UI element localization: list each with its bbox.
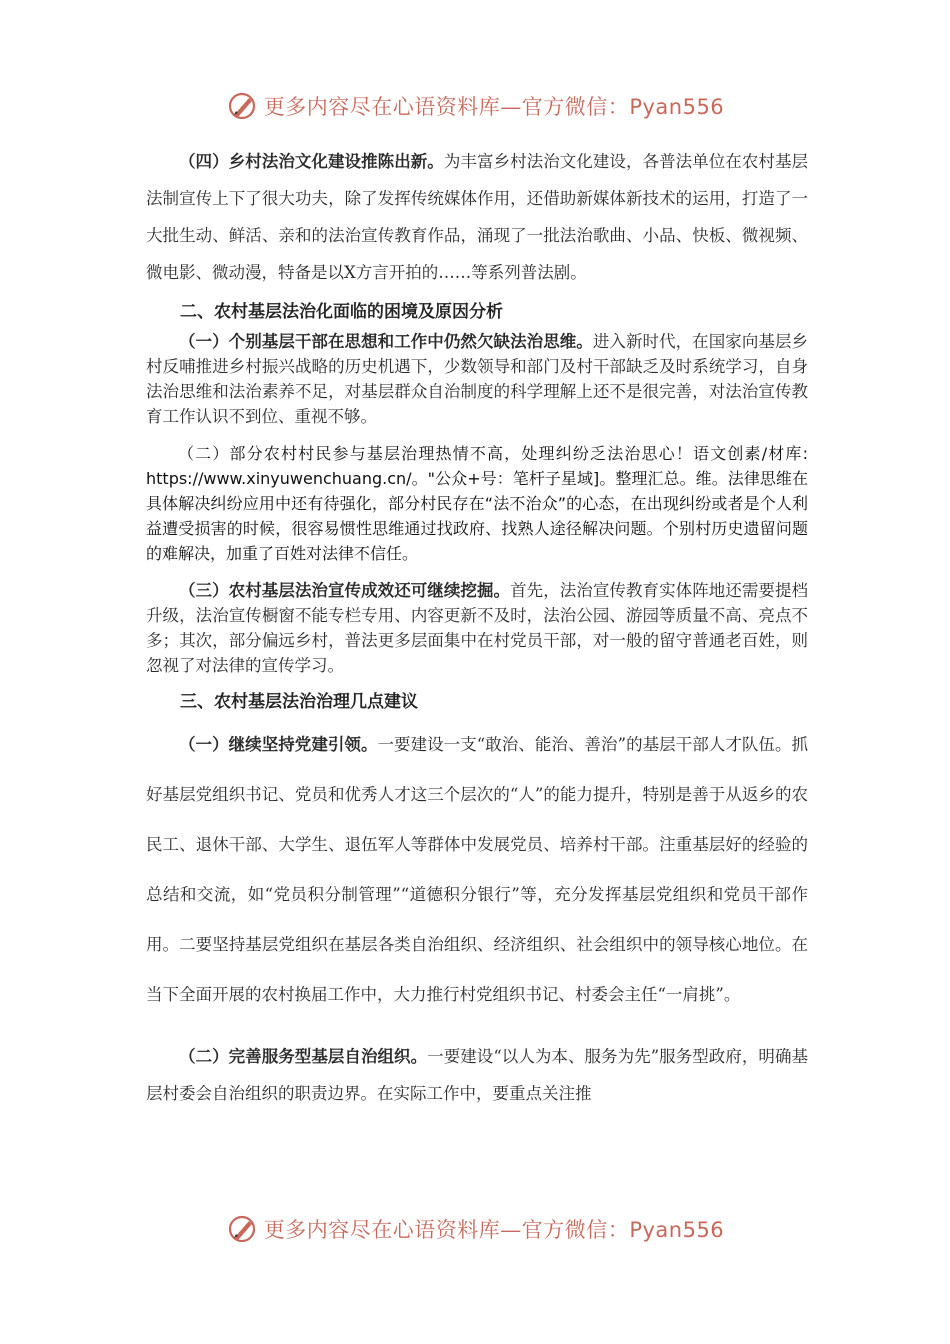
paragraph-3-2: （二）完善服务型基层自治组织。一要建设“以人为本、服务为先”服务型政府，明确基层村委会自治组织的职责边界。在实际工作中，要重点关注推 — [146, 1047, 809, 1103]
section-heading-2: 二、农村基层法治化面临的困境及原因分析 — [180, 302, 503, 322]
paragraph-2-2: （二）部分农村村民参与基层治理热情不高，处理纠纷乏法治思心！语文创素/材库: https://www.xinyuwenchuang.cn/。"公众+号：笔杆子星域]。整理汇总。维。法律思维在具体解决纠纷应用中还有待强化，部分村民存在“法不治众”的心态，在出现纠纷或者是个人利益遭受损害的时候，很容易惯性思维通过找政府、找熟人途径解决问题。个别村历史遗留问题的难解决，加重了百姓对法律不信任。 — [146, 444, 808, 563]
paragraph-3-1: （一）继续坚持党建引领。一要建设一支“敢治、能治、善治”的基层干部人才队伍。抓好基层党组织书记、党员和优秀人才这三个层次的“人”的能力提升，特别是善于从返乡的农民工、退休干部、大学生、退伍军人等群体中发展党员、培养村干部。注重基层好的经验的总结和交流，如“党员积分制管理”“道德积分银行”等，充分发挥基层党组织和党员干部作用。二要坚持基层党组织在基层各类自治组织、经济组织、社会组织中的领导核心地位。在当下全面开展的农村换届工作中，大力推行村党组织书记、村委会主任“一肩挑”。 — [146, 735, 808, 1004]
paragraph-2-1: （一）个别基层干部在思想和工作中仍然欠缺法治思维。进入新时代，在国家向基层乡村反哺推进乡村振兴战略的历史机遇下，少数领导和部门及村干部缺乏及时系统学习，自身法治思维和法治素养不足，对基层群众自治制度的科学理解上还不是很完善，对法治宣传教育工作认识不到位、重视不够。 — [146, 332, 809, 426]
header-watermark — [0, 86, 950, 126]
pen-logo-icon — [226, 1213, 258, 1245]
section-heading-3: 三、农村基层法治治理几点建议 — [180, 692, 418, 712]
pen-logo-icon — [226, 90, 258, 122]
paragraph-2-3: （三）农村基层法治宣传成效还可继续挖掘。首先，法治宣传教育实体阵地还需要提档升级，法治宣传橱窗不能专栏专用、内容更新不及时，法治公园、游园等质量不高、亮点不多；其次，部分偏远乡村，普法更多层面集中在村党员干部，对一般的留守普通老百姓，则忽视了对法律的宣传学习。 — [146, 581, 809, 675]
main-text — [146, 146, 808, 1112]
paragraph-4: （四）乡村法治文化建设推陈出新。为丰富乡村法治文化建设，各普法单位在农村基层法制宣传上下了很大功夫，除了发挥传统媒体作用，还借助新媒体新技术的运用，打造了一大批生动、鲜活、亲和的法治宣传教育作品，涌现了一批法治歌曲、小品、快板、微视频、微电影、微动漫，特备是以X方言开拍的……等系列普法剧。 — [146, 152, 809, 282]
watermark-text: 更多内容尽在心语资料库—官方微信：Pyan556 — [263, 1218, 725, 1242]
footer-watermark — [0, 1209, 950, 1249]
watermark-text: 更多内容尽在心语资料库—官方微信：Pyan556 — [263, 95, 725, 119]
